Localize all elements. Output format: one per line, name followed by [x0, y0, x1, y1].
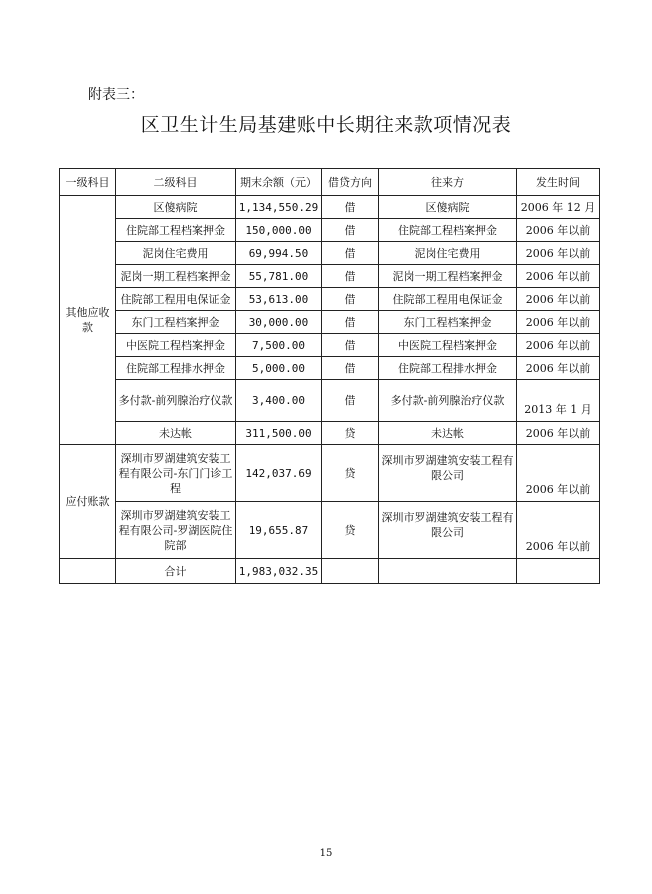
balance-cell: 150,000.00: [236, 219, 322, 242]
date-cell: 2006 年以前: [517, 242, 600, 265]
table-row: [60, 288, 600, 311]
balance-cell: 5,000.00: [236, 357, 322, 380]
counterparty-cell: 住院部工程用电保证金: [379, 288, 517, 311]
subject-cell: 多付款-前列腺治疗仪款: [116, 380, 236, 422]
column-header: 往来方: [379, 169, 517, 196]
balance-cell: 142,037.69: [236, 445, 322, 502]
direction-cell: 借: [322, 265, 379, 288]
empty-cell: [379, 559, 517, 584]
counterparty-cell: 区傻病院: [379, 196, 517, 219]
counterparty-cell: 中医院工程档案押金: [379, 334, 517, 357]
table-row: [60, 265, 600, 288]
subject-cell: 中医院工程档案押金: [116, 334, 236, 357]
balance-cell: 1,134,550.29: [236, 196, 322, 219]
balance-cell: 3,400.00: [236, 380, 322, 422]
balance-cell: 311,500.00: [236, 422, 322, 445]
counterparty-cell: 泥岗一期工程档案押金: [379, 265, 517, 288]
table-header-row: [60, 169, 600, 196]
direction-cell: 借: [322, 219, 379, 242]
table-row: [60, 334, 600, 357]
table-row: [60, 242, 600, 265]
column-header: 借贷方向: [322, 169, 379, 196]
counterparty-cell: 泥岗住宅费用: [379, 242, 517, 265]
direction-cell: 借: [322, 357, 379, 380]
subject-cell: 泥岗一期工程档案押金: [116, 265, 236, 288]
table-row: [60, 357, 600, 380]
table-row: [60, 380, 600, 422]
direction-cell: 借: [322, 242, 379, 265]
date-cell: 2006 年以前: [517, 422, 600, 445]
date-cell: 2006 年以前: [517, 288, 600, 311]
table-row: [60, 445, 600, 502]
balance-cell: 7,500.00: [236, 334, 322, 357]
balance-cell: 69,994.50: [236, 242, 322, 265]
direction-cell: 借: [322, 311, 379, 334]
page-number: 15: [319, 848, 333, 859]
date-cell: 2006 年以前: [517, 219, 600, 242]
direction-cell: 借: [322, 196, 379, 219]
empty-cell: [517, 559, 600, 584]
balance-cell: 30,000.00: [236, 311, 322, 334]
table-row: [60, 422, 600, 445]
direction-cell: 借: [322, 334, 379, 357]
annex-label: 附表三：: [88, 87, 144, 103]
balance-cell: 55,781.00: [236, 265, 322, 288]
balance-cell: 53,613.00: [236, 288, 322, 311]
date-cell: 2006 年以前: [517, 311, 600, 334]
date-cell: 2006 年以前: [517, 265, 600, 288]
date-cell: 2006 年以前: [517, 502, 600, 559]
counterparty-cell: 住院部工程档案押金: [379, 219, 517, 242]
category-cell: 应付账款: [60, 445, 116, 559]
date-cell: 2006 年以前: [517, 357, 600, 380]
category-cell: 其他应收款: [60, 196, 116, 445]
counterparty-cell: 深圳市罗湖建筑安装工程有限公司: [379, 502, 517, 559]
column-header: 期末余额（元）: [236, 169, 322, 196]
table-row: [60, 196, 600, 219]
subject-cell: 深圳市罗湖建筑安装工程有限公司-罗湖医院住院部: [116, 502, 236, 559]
total-row: [60, 559, 600, 584]
balance-cell: 19,655.87: [236, 502, 322, 559]
date-cell: 2006 年以前: [517, 334, 600, 357]
subject-cell: 泥岗住宅费用: [116, 242, 236, 265]
table-row: [60, 219, 600, 242]
subject-cell: 东门工程档案押金: [116, 311, 236, 334]
counterparty-cell: 未达帐: [379, 422, 517, 445]
total-amount: 1,983,032.35: [236, 559, 322, 584]
subject-cell: 区傻病院: [116, 196, 236, 219]
direction-cell: 贷: [322, 422, 379, 445]
column-header: 二级科目: [116, 169, 236, 196]
counterparty-cell: 深圳市罗湖建筑安装工程有限公司: [379, 445, 517, 502]
direction-cell: 借: [322, 380, 379, 422]
ledger-table: [59, 168, 600, 584]
column-header: 发生时间: [517, 169, 600, 196]
counterparty-cell: 多付款-前列腺治疗仪款: [379, 380, 517, 422]
direction-cell: 借: [322, 288, 379, 311]
subject-cell: 深圳市罗湖建筑安装工程有限公司-东门门诊工程: [116, 445, 236, 502]
subject-cell: 住院部工程用电保证金: [116, 288, 236, 311]
empty-cell: [322, 559, 379, 584]
direction-cell: 贷: [322, 445, 379, 502]
table-row: [60, 311, 600, 334]
date-cell: 2013 年 1 月: [517, 380, 600, 422]
document-title: 区卫生计生局基建账中长期往来款项情况表: [140, 114, 512, 136]
subject-cell: 未达帐: [116, 422, 236, 445]
counterparty-cell: 住院部工程排水押金: [379, 357, 517, 380]
column-header: 一级科目: [60, 169, 116, 196]
direction-cell: 贷: [322, 502, 379, 559]
date-cell: 2006 年 12 月: [517, 196, 600, 219]
subject-cell: 住院部工程排水押金: [116, 357, 236, 380]
table-row: [60, 502, 600, 559]
empty-cell: [60, 559, 116, 584]
date-cell: 2006 年以前: [517, 445, 600, 502]
subject-cell: 住院部工程档案押金: [116, 219, 236, 242]
counterparty-cell: 东门工程档案押金: [379, 311, 517, 334]
total-label: 合计: [116, 559, 236, 584]
